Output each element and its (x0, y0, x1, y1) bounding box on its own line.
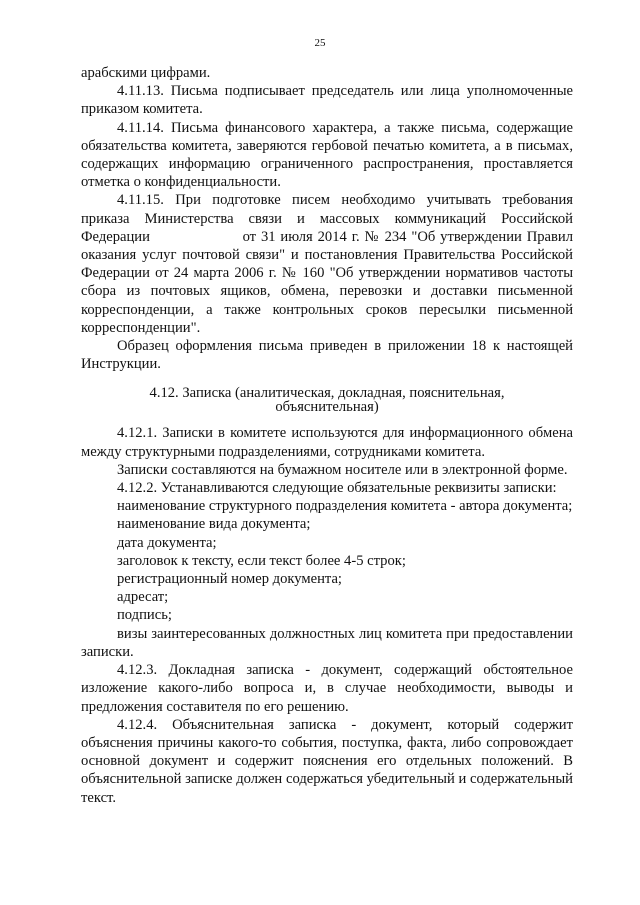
paragraph-continuation: арабскими цифрами. (81, 65, 211, 81)
document-body (81, 64, 577, 807)
paragraph-notes-format: Записки составляются на бумажном носителе или в электронной форме. (117, 461, 568, 478)
paragraph-sample-letter: Образец оформления письма приведен в приложении 18 к настоящей Инструкции. (81, 338, 573, 373)
list-item-document-date: дата документа; (117, 534, 217, 551)
list-item-visas: визы заинтересованных должностных лиц комитета при предоставлении записки. (81, 625, 573, 660)
page-number: 25 (314, 37, 326, 49)
paragraph-4-12-2: 4.12.2. Устанавливаются следующие обязательные реквизиты записки: (117, 480, 557, 497)
list-item-department-name: наименование структурного подразделения комитета - автора документа; (117, 498, 573, 515)
list-item-addressee: адресат; (117, 589, 169, 606)
list-item-text-heading: заголовок к тексту, если текст более 4-5 строк; (117, 552, 406, 569)
section-heading-4-12: 4.12. Записка (аналитическая, докладная, пояснительная, объяснительная) (149, 385, 505, 415)
paragraph-4-11-15: 4.11.15. При подготовке писем необходимо учитывать требования приказа Министерства связи и массовых коммуникаций Российской Федерации от 31 июля 2014 г. № 234 "Об утверждении Правил оказания услуг почтовой связи" и постановления Правительства Российской Федерации от 24 марта 2006 г. № 160 "Об утверждении нормативов частоты сбора из почтовых ящиков, обмена, перевозки и доставки письменной корреспонденции, а также контрольных сроков пересылки письменной корреспонденции". (81, 192, 577, 336)
paragraph-4-11-13: 4.11.13. Письма подписывает председатель или лица уполномоченные приказом комитета. (81, 83, 573, 118)
paragraph-4-11-14: 4.11.14. Письма финансового характера, а также письма, содержащие обязательства комитета, заверяются гербовой печатью комитета, а в письмах, содержащих информацию ограниченного распространения, проставляется отметка о конфиденциальности. (81, 119, 573, 191)
list-item-signature: подпись; (117, 607, 172, 624)
paragraph-4-12-3: 4.12.3. Докладная записка - документ, содержащий обстоятельное изложение какого-либо вопроса и, в случае необходимости, выводы и предложения составителя по его решению. (81, 662, 573, 715)
paragraph-4-12-1: 4.12.1. Записки в комитете используются для информационного обмена между структурными подразделениями, сотрудниками комитета. (81, 425, 573, 460)
list-item-document-type: наименование вида документа; (117, 516, 311, 533)
paragraph-4-12-4: 4.12.4. Объяснительная записка - документ, который содержит объяснения причины какого-то события, поступка, факта, либо сопровождает основной документ и содержит пояснения его отдельных положений. В объяснительной записке должен содержаться убедительный и содержательный текст. (81, 716, 573, 806)
list-item-registration-number: регистрационный номер документа; (117, 571, 342, 588)
